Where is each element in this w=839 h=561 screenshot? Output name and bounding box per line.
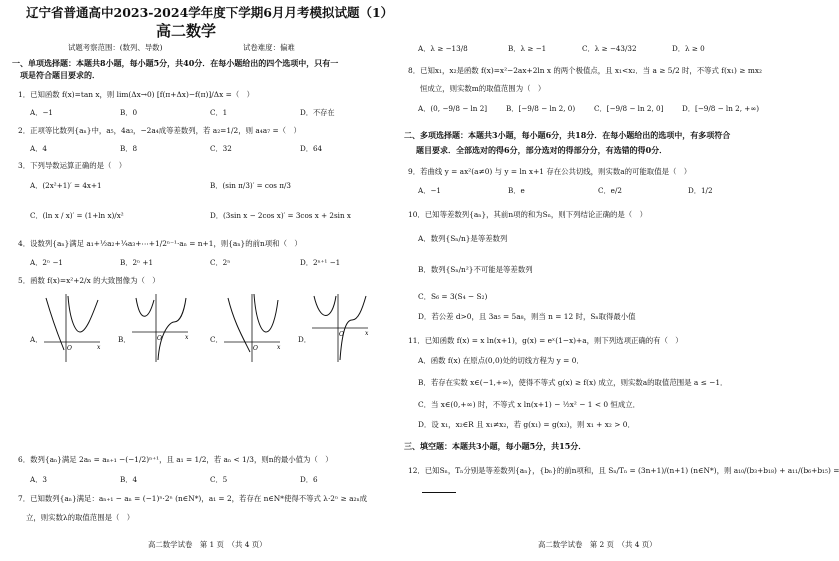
page-2-footer: 高二数学试卷 第 2 页 （共 4 页） bbox=[538, 540, 657, 549]
q3-option-a: A．(2x²+1)′ = 4x+1 bbox=[30, 181, 102, 190]
q1-option-d: D．不存在 bbox=[300, 108, 335, 117]
q5-option-a: A． bbox=[30, 335, 43, 344]
question-12: 12．已知Sₙ，Tₙ分别是等差数列{aₙ}，{bₙ}的前n项和，且 Sₙ/Tₙ = (3n+1)/(n+1) (n∈N*)，则 a₁₀/(b₃+b₁₈) + a₁₁/(b₆+b₁₅) = bbox=[408, 466, 839, 475]
q11-option-c: C．当 x∈(0,+∞) 时，不等式 x ln(x+1) − ½x² − 1 < 0 恒成立． bbox=[418, 400, 640, 409]
q1-option-a: A．−1 bbox=[30, 108, 53, 117]
q8-option-a: A．(0, −9/8 − ln 2] bbox=[418, 104, 488, 113]
q7-option-b: B．λ ≥ −1 bbox=[508, 44, 547, 53]
q5-option-c: C． bbox=[210, 335, 223, 344]
question-4: 4．设数列{aₙ}满足 a₁+½a₂+¼a₃+⋯+1/2ⁿ⁻¹·aₙ = n+1，则{aₙ}的前n项和（ ） bbox=[18, 239, 302, 248]
question-9: 9．若曲线 y = ax²(a≠0) 与 y = ln x+1 存在公共切线，则实数a的可能取值是（ ） bbox=[408, 167, 692, 176]
q5-graph-b bbox=[130, 292, 190, 364]
exam-title: 辽宁省普通高中2023-2024学年度下学期6月月考模拟试题（1） bbox=[26, 5, 394, 20]
section-1-heading: 一、单项选择题：本题共8小题，每小题5分，共40分．在每小题给出的四个选项中，只有一 bbox=[12, 58, 339, 68]
svg-text:x: x bbox=[365, 330, 369, 337]
question-10: 10．已知等差数列{aₙ}，其前n项的和为Sₙ，则下列结论正确的是（ ） bbox=[408, 210, 647, 219]
svg-text:x: x bbox=[277, 344, 281, 351]
q1-option-b: B．0 bbox=[120, 108, 138, 117]
q4-option-d: D．2ⁿ⁺¹ −1 bbox=[300, 258, 341, 267]
question-6: 6．数列{aₙ}满足 2aₙ = aₙ₊₁ −(−1/2)ⁿ⁺¹，且 a₁ = 1/2，若 aₙ < 1/3，则n的最小值为（ ） bbox=[18, 455, 333, 464]
q6-option-d: D．6 bbox=[300, 475, 318, 484]
question-1: 1．已知函数 f(x)=tan x，则 lim(Δx→0) [f(π+Δx)−f(π)]/Δx =（ ） bbox=[18, 90, 254, 99]
q9-option-b: B．e bbox=[508, 186, 525, 195]
question-8-cont: 恒成立，则实数m的取值范围为（ ） bbox=[420, 84, 546, 93]
q10-option-c: C．S₆ = 3(S₄ − S₂) bbox=[418, 292, 488, 301]
q11-option-a: A．函数 f(x) 在原点(0,0)处的切线方程为 y = 0． bbox=[418, 356, 584, 365]
q4-option-b: B．2ⁿ +1 bbox=[120, 258, 154, 267]
q6-option-b: B．4 bbox=[120, 475, 138, 484]
svg-text:O: O bbox=[339, 331, 344, 338]
question-7-cont: 立，则实数λ的取值范围是（ ） bbox=[26, 513, 135, 522]
question-11: 11．已知函数 f(x) = x ln(x+1)，g(x) = eˣ(1−x)+a，则下列选项正确的有（ ） bbox=[408, 336, 683, 345]
question-5: 5．函数 f(x)=x²+2/x 的大致图像为（ ） bbox=[18, 276, 160, 285]
page-1-footer: 高二数学试卷 第 1 页 （共 4 页） bbox=[148, 540, 267, 549]
q9-option-a: A．−1 bbox=[418, 186, 441, 195]
q8-option-d: D．[−9/8 − ln 2, +∞) bbox=[682, 104, 760, 113]
q5-graph-c bbox=[222, 292, 282, 364]
section-1-heading-cont: 项是符合题目要求的． bbox=[20, 70, 100, 80]
svg-text:x: x bbox=[97, 344, 101, 351]
q1-option-c: C．1 bbox=[210, 108, 228, 117]
svg-text:O: O bbox=[67, 345, 72, 352]
q5-option-b: B． bbox=[118, 335, 131, 344]
q2-option-a: A．4 bbox=[30, 144, 47, 153]
section-3-heading: 三、填空题：本题共3小题，每小题5分，共15分． bbox=[404, 441, 587, 451]
section-2-heading-cont: 题目要求．全部选对的得6分，部分选对的得部分分，有选错的得0分． bbox=[416, 145, 668, 155]
exam-subtitle: 高二数学 bbox=[156, 22, 217, 40]
q4-option-c: C．2ⁿ bbox=[210, 258, 231, 267]
q8-option-c: C．[−9/8 − ln 2, 0] bbox=[594, 104, 664, 113]
q5-option-d: D． bbox=[298, 335, 311, 344]
q2-option-b: B．8 bbox=[120, 144, 138, 153]
page-1 bbox=[8, 0, 400, 561]
exam-difficulty: 试卷难度：偏难 bbox=[243, 43, 295, 52]
svg-text:O: O bbox=[157, 335, 162, 342]
q9-option-c: C．e/2 bbox=[598, 186, 622, 195]
q6-option-a: A．3 bbox=[30, 475, 47, 484]
q7-option-d: D．λ ≥ 0 bbox=[672, 44, 705, 53]
q11-option-b: B．若存在实数 x∈(−1,+∞)，使得不等式 g(x) ≥ f(x) 成立，则实数a的取值范围是 a ≤ −1． bbox=[418, 378, 728, 387]
q12-answer-blank[interactable] bbox=[418, 486, 456, 495]
q5-graph-a bbox=[42, 292, 102, 364]
exam-scope: 试题考察范围：(数列、导数) bbox=[68, 43, 163, 52]
question-2: 2．正项等比数列{aₙ}中，a₅，4a₃，−2a₄成等差数列，若 a₂=1/2，则 a₄a₇ =（ ） bbox=[18, 126, 301, 135]
svg-text:x: x bbox=[185, 334, 189, 341]
q6-option-c: C．5 bbox=[210, 475, 228, 484]
q2-option-c: C．32 bbox=[210, 144, 232, 153]
question-8: 8．已知x₁，x₂是函数 f(x)=x²−2ax+2ln x 的两个极值点，且 x₁<x₂．当 a ≥ 5/2 时，不等式 f(x₁) ≥ mx₂ bbox=[408, 66, 762, 75]
question-3: 3．下列导数运算正确的是（ ） bbox=[18, 161, 127, 170]
q10-option-d: D．若公差 d>0，且 3a₅ = 5a₈，则当 n = 12 时，Sₙ取得最小值 bbox=[418, 312, 636, 321]
page-2 bbox=[402, 0, 839, 561]
q2-option-d: D．64 bbox=[300, 144, 323, 153]
q11-option-d: D．设 x₁，x₂∈R 且 x₁≠x₂，若 g(x₁) = g(x₂)，则 x₁ + x₂ > 0． bbox=[418, 420, 635, 429]
q8-option-b: B．[−9/8 − ln 2, 0) bbox=[506, 104, 576, 113]
q7-option-c: C．λ ≥ −43/32 bbox=[582, 44, 637, 53]
q3-option-c: C．(ln x / x)′ = (1+ln x)/x² bbox=[30, 211, 124, 220]
q10-option-b: B．数列{Sₙ/n²}不可能是等差数列 bbox=[418, 265, 533, 274]
q9-option-d: D．1/2 bbox=[688, 186, 713, 195]
question-7: 7．已知数列{aₙ}满足：aₙ₊₁ − aₙ = (−1)ⁿ·2ⁿ (n∈N*)，a₁ = 2，若存在 n∈N*使得不等式 λ·2ⁿ ≥ a₂ₙ成 bbox=[18, 494, 368, 503]
q10-option-a: A．数列{Sₙ/n}是等差数列 bbox=[418, 234, 508, 243]
q3-option-b: B．(sin π/3)′ = cos π/3 bbox=[210, 181, 291, 190]
q5-graph-d bbox=[310, 292, 370, 364]
q3-option-d: D．(3sin x − 2cos x)′ = 3cos x + 2sin x bbox=[210, 211, 351, 220]
section-2-heading: 二、多项选择题：本题共3小题，每小题6分，共18分．在每小题给出的选项中，有多项符合 bbox=[404, 130, 731, 140]
q7-option-a: A．λ ≥ −13/8 bbox=[418, 44, 468, 53]
svg-text:O: O bbox=[253, 345, 258, 352]
q4-option-a: A．2ⁿ −1 bbox=[30, 258, 63, 267]
